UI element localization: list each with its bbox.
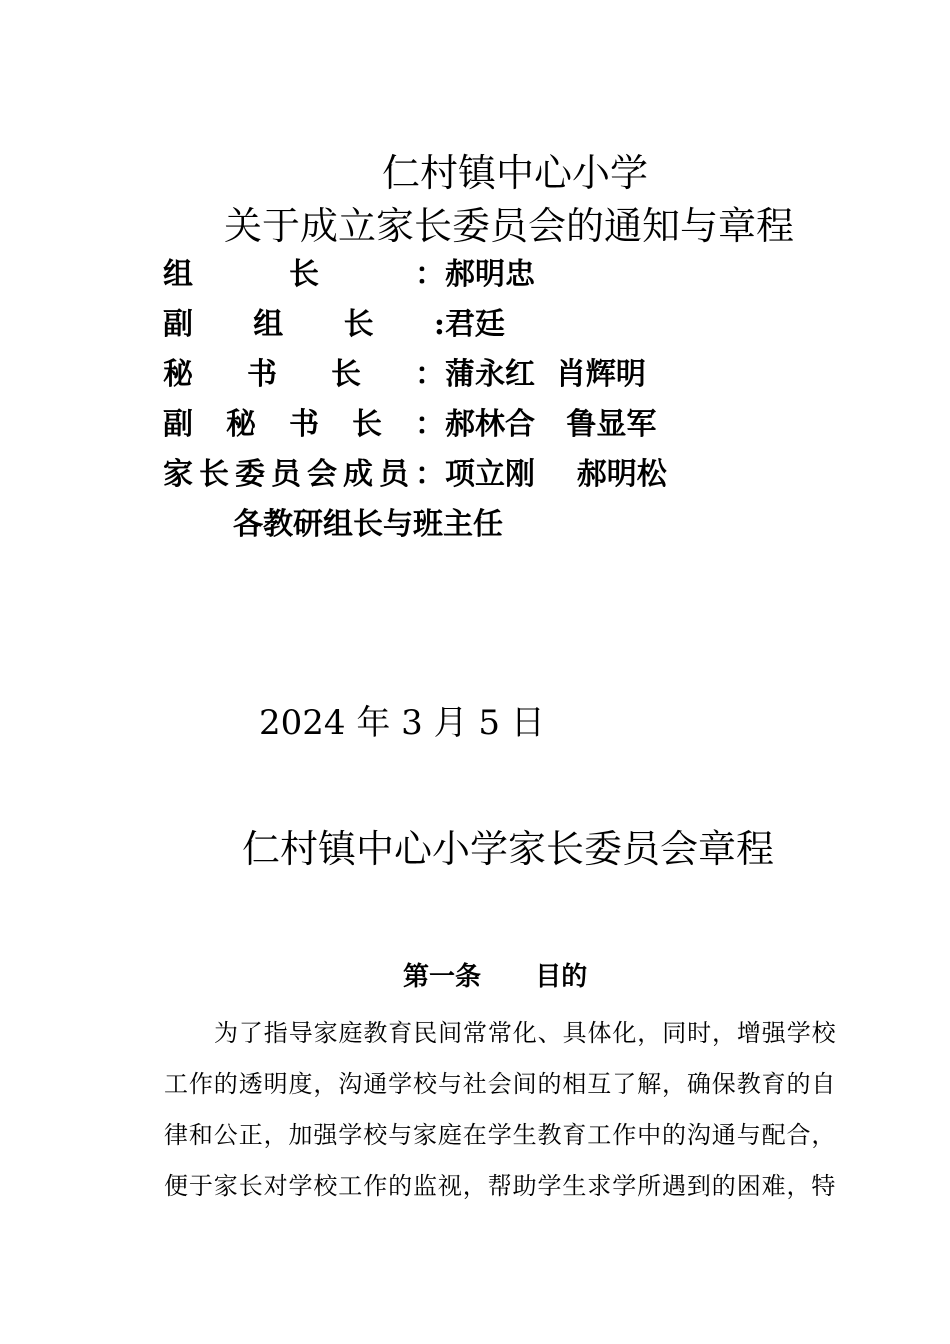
roster-row-leader [163,255,535,295]
article-body [164,1008,854,1212]
roster-value: 项立刚 郝明松 [445,457,667,492]
roster-label: 秘书长： [163,357,445,392]
roster-label: 家长委员会成员： [163,457,445,492]
roster-label: 组长： [163,257,445,292]
charter-title: 仁村镇中心小学家长委员会章程 [242,827,775,871]
article-body-line: 便于家长对学校工作的监视，帮助学生求学所遇到的困难，特 [164,1172,837,1200]
roster-row-deputy-leader [163,305,505,345]
roster-row-secretary-general [163,355,646,395]
roster-label: 副秘书长： [163,407,445,442]
document-title-line2: 关于成立家长委员会的通知与章程 [223,204,794,248]
roster-value: 君廷 [445,307,505,342]
article-body-line: 律和公正，加强学校与家庭在学生教育工作中的沟通与配合， [164,1121,837,1149]
article-body-line: 为了指导家庭教育民间常常化、具体化，同时，增强学校 [214,1019,837,1047]
roster-value: 郝明忠 [445,257,535,292]
roster-value: 蒲永红 肖辉明 [445,357,646,392]
roster-row-deputy-secretary-general [163,405,656,445]
roster-extra-members: 各教研组长与班主任 [233,507,503,542]
roster-value: 郝林合 鲁显军 [445,407,657,442]
roster-row-committee-members [163,455,667,495]
document-title-line1: 仁村镇中心小学 [381,151,648,195]
article-body-line: 工作的透明度，沟通学校与社会间的相互了解，确保教育的自 [164,1070,837,1098]
article-heading: 第一条 目的 [403,962,588,992]
document-date: 2024 年 3 月 5 日 [259,703,545,743]
roster-label: 副组长: [163,307,445,342]
